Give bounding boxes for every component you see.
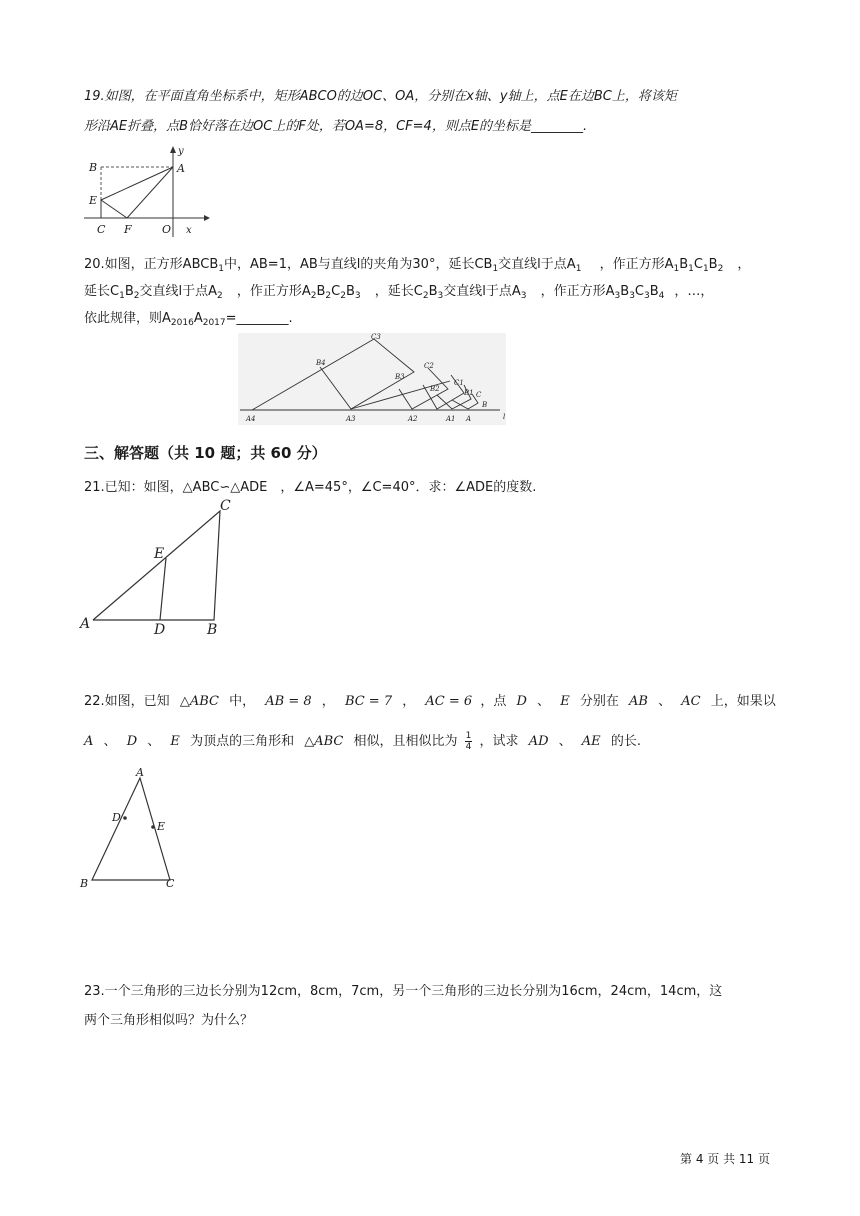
- q22-label-B: B: [80, 877, 89, 890]
- q20-sub: 1: [575, 264, 582, 274]
- q22-fraction: [465, 731, 473, 752]
- q20-sub: 3: [644, 291, 650, 301]
- q22-text: 、: [558, 734, 572, 749]
- q20-label: A1: [446, 415, 456, 423]
- q21-label-A: A: [80, 616, 91, 632]
- q20-label: C3: [371, 333, 381, 341]
- q22-text: 、: [147, 734, 161, 749]
- q22-text: 的长.: [610, 734, 641, 749]
- q22-line2: [84, 730, 641, 754]
- q20-text: B: [679, 257, 689, 272]
- q20-sub: 2: [325, 291, 332, 301]
- q20-label: B3: [395, 373, 405, 381]
- q19-label-y: y: [178, 146, 184, 157]
- q20-label: C: [476, 391, 482, 399]
- q22-text: ，试求: [479, 734, 519, 749]
- q21-figure: [78, 496, 248, 638]
- q20-line2: [84, 283, 713, 301]
- q22-math: AC: [681, 694, 701, 709]
- q20-sub: 3: [520, 291, 527, 301]
- q20-text: B: [124, 284, 134, 299]
- q21-label-B: B: [207, 622, 218, 638]
- q20-label: B: [482, 401, 488, 409]
- q20-label: A: [466, 415, 472, 423]
- q19-label-B: B: [89, 161, 98, 174]
- q23-line2: 两个三角形相似吗？为什么？: [84, 1013, 254, 1028]
- q22-text: 分别在: [579, 694, 619, 709]
- q22-math: A: [84, 734, 94, 749]
- q20-label: A3: [346, 415, 356, 423]
- q20-sub: 1: [688, 264, 694, 274]
- q22-math: D: [516, 694, 527, 709]
- q22-text: 上，如果以: [710, 694, 776, 709]
- q20-line3: [84, 310, 293, 328]
- q20-sub: 1: [492, 264, 499, 274]
- q22-text: 、: [658, 694, 672, 709]
- q20-text: C: [331, 284, 341, 299]
- q20-sub: 3: [354, 291, 361, 301]
- q20-text: ，作正方形A: [540, 284, 615, 299]
- q20-label: B2: [430, 385, 440, 393]
- q22-line1: [84, 693, 776, 711]
- q19-line1: 19.如图，在平面直角坐标系中，矩形ABCO的边OC、OA，分别在x轴、y轴上，点E在边BC上，将该矩: [84, 89, 677, 104]
- q22-text: ，点: [480, 694, 507, 709]
- q19-figure: [80, 145, 210, 240]
- q19-label-E: E: [89, 194, 98, 207]
- q20-figure: [238, 333, 506, 425]
- q22-text: 22.如图，已知: [84, 694, 170, 709]
- q20-text: 交直线l于点A: [498, 257, 576, 272]
- q20-text: 依此规律，则A: [84, 311, 171, 326]
- q20-text: ，…，: [674, 284, 714, 299]
- q20-sub: 2: [216, 291, 223, 301]
- q20-text: B: [708, 257, 718, 272]
- q22-text: 中，: [229, 694, 256, 709]
- section-heading: 三、解答题（共 10 题；共 60 分）: [84, 444, 327, 462]
- fraction-denominator: 4: [465, 742, 472, 752]
- q20-sub: 1: [702, 264, 709, 274]
- q20-sub: 1: [119, 291, 125, 301]
- q22-text: ，: [321, 694, 335, 709]
- page-footer: 第 4 页 共 11 页: [680, 1152, 770, 1166]
- q22-label-C: C: [166, 877, 175, 890]
- q20-text: =________.: [225, 311, 293, 326]
- q20-text: ，: [737, 257, 751, 272]
- q21-label-C: C: [220, 498, 231, 514]
- q20-sub: 2: [340, 291, 346, 301]
- q19-label-F: F: [124, 223, 132, 236]
- q22-math: BC = 7: [344, 694, 393, 709]
- q20-sub: 3: [614, 291, 621, 301]
- q20-text: B: [620, 284, 630, 299]
- q22-math: D: [126, 734, 138, 749]
- q19-label-C: C: [97, 223, 106, 236]
- q20-text: A: [193, 311, 203, 326]
- q21-label-D: D: [154, 622, 166, 638]
- q20-text: ，延长C: [374, 284, 423, 299]
- q22-text: 、: [103, 734, 117, 749]
- q20-text: 中，AB=1，AB与直线l的夹角为30°，延长CB: [224, 257, 493, 272]
- q22-math: AD: [528, 734, 549, 749]
- q22-label-E: E: [157, 820, 166, 833]
- q20-text: B: [345, 284, 355, 299]
- q20-text: ，作正方形A: [599, 257, 674, 272]
- q22-math: AB: [629, 694, 648, 709]
- q20-label: A4: [246, 415, 256, 423]
- q20-sub: 2016: [170, 318, 194, 328]
- q20-text: C: [634, 284, 644, 299]
- q20-sub: 2: [133, 291, 140, 301]
- q20-sub: 2: [422, 291, 429, 301]
- q20-label: B1: [464, 389, 474, 397]
- q19-line2: 形沿AE折叠，点B恰好落在边OC上的F处，若OA=8，CF=4，则点E的坐标是________.: [84, 119, 588, 134]
- q20-line1: [84, 256, 750, 274]
- q20-sub: 4: [658, 291, 665, 301]
- q20-text: 延长C: [84, 284, 120, 299]
- q22-math: AB = 8: [265, 694, 312, 709]
- q20-text: 20.如图，正方形ABCB: [84, 257, 219, 272]
- q22-label-A: A: [136, 766, 144, 779]
- q22-math: △ABC: [304, 734, 344, 749]
- q20-sub: 2017: [202, 318, 226, 328]
- q20-sub: 3: [437, 291, 444, 301]
- q20-text: 交直线l于点A: [443, 284, 521, 299]
- q22-math: △ABC: [179, 694, 219, 709]
- q20-sub: 1: [673, 264, 680, 274]
- q22-text: 相似，且相似比为: [353, 734, 458, 749]
- q22-math: E: [560, 694, 570, 709]
- fraction-numerator: 1: [465, 731, 472, 741]
- q20-label: A2: [408, 415, 418, 423]
- q22-text: 为顶点的三角形和: [190, 734, 295, 749]
- q23-line1: 23.一个三角形的三边长分别为12cm，8cm，7cm，另一个三角形的三边长分别为16cm，24cm，14cm，这: [84, 984, 723, 999]
- q20-text: ，作正方形A: [236, 284, 311, 299]
- q22-text: ，: [402, 694, 416, 709]
- q20-label: C1: [454, 379, 464, 387]
- q20-label: B4: [316, 359, 326, 367]
- q21-text: 21.已知：如图，△ABC∽△ADE ，∠A=45°，∠C=40°．求：∠ADE的度数.: [84, 480, 537, 495]
- q20-sub: 2: [310, 291, 317, 301]
- q20-text: B: [649, 284, 659, 299]
- q19-label-O: O: [162, 223, 172, 236]
- q20-sub: 2: [717, 264, 724, 274]
- q22-math: AC = 6: [425, 694, 473, 709]
- q20-text: C: [693, 257, 703, 272]
- q20-text: B: [316, 284, 326, 299]
- q20-text: 交直线l于点A: [139, 284, 217, 299]
- q20-sub: 3: [629, 291, 635, 301]
- q20-text: B: [428, 284, 438, 299]
- q20-sub: 1: [218, 264, 224, 274]
- q20-label: C2: [424, 362, 434, 370]
- q20-label: l: [503, 413, 506, 421]
- q22-math: AE: [581, 734, 601, 749]
- q22-figure: [78, 766, 188, 892]
- q22-label-D: D: [112, 811, 121, 824]
- q19-label-A: A: [177, 162, 185, 175]
- q21-label-E: E: [154, 546, 165, 562]
- q22-math: E: [170, 734, 180, 749]
- q19-label-x: x: [186, 225, 192, 236]
- q22-text: 、: [537, 694, 551, 709]
